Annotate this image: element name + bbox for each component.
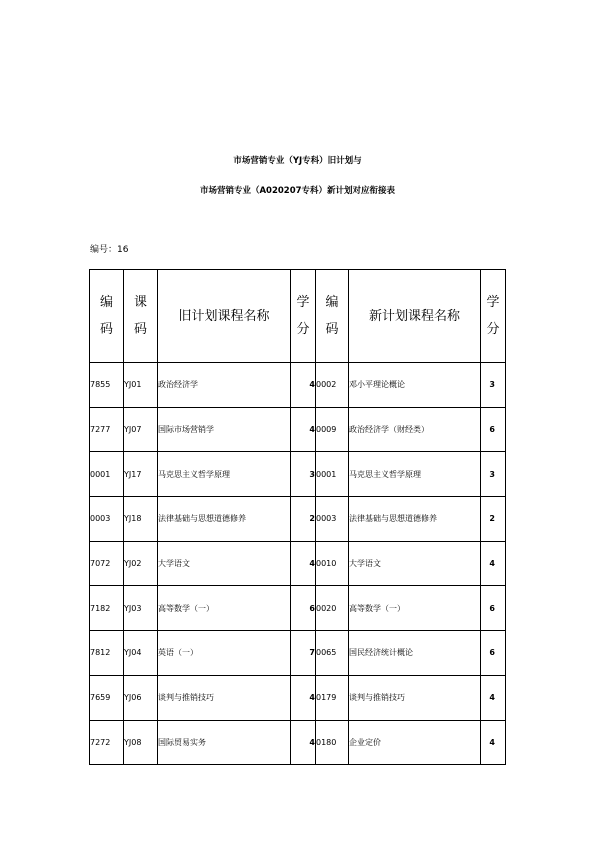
cell-new-name: 国民经济统计概论 xyxy=(349,631,481,676)
table-row xyxy=(90,720,506,765)
cell-old-name: 高等数学（一） xyxy=(158,586,291,631)
cell-course-code: YJ08 xyxy=(124,720,158,765)
course-mapping-table xyxy=(89,269,506,765)
cell-new-name: 马克思主义哲学原理 xyxy=(349,452,481,497)
cell-code: 7272 xyxy=(90,720,124,765)
cell-old-credit: 4 xyxy=(291,675,316,720)
header-old-course-name: 旧计划课程名称 xyxy=(158,270,291,363)
cell-new-credit: 2 xyxy=(481,497,506,542)
cell-old-name: 国际贸易实务 xyxy=(158,720,291,765)
cell-new-credit: 6 xyxy=(481,407,506,452)
cell-course-code: YJ17 xyxy=(124,452,158,497)
cell-new-code: 0065 xyxy=(316,631,349,676)
table-row xyxy=(90,675,506,720)
header-new-course-name: 新计划课程名称 xyxy=(349,270,481,363)
cell-new-credit: 4 xyxy=(481,675,506,720)
cell-old-credit: 4 xyxy=(291,541,316,586)
cell-old-credit: 4 xyxy=(291,407,316,452)
cell-new-code: 0009 xyxy=(316,407,349,452)
cell-new-credit: 4 xyxy=(481,541,506,586)
cell-code: 7812 xyxy=(90,631,124,676)
document-title-line-1: 市场营销专业（YJ专科）旧计划与 xyxy=(233,156,362,166)
cell-new-code: 0002 xyxy=(316,363,349,408)
cell-course-code: YJ04 xyxy=(124,631,158,676)
cell-old-name: 国际市场营销学 xyxy=(158,407,291,452)
table-row xyxy=(90,497,506,542)
table-row xyxy=(90,363,506,408)
cell-new-name: 企业定价 xyxy=(349,720,481,765)
cell-old-name: 大学语文 xyxy=(158,541,291,586)
table-row xyxy=(90,541,506,586)
cell-new-code: 0010 xyxy=(316,541,349,586)
cell-new-name: 高等数学（一） xyxy=(349,586,481,631)
cell-new-name: 谈判与推销技巧 xyxy=(349,675,481,720)
cell-new-code: 0020 xyxy=(316,586,349,631)
cell-new-credit: 6 xyxy=(481,586,506,631)
cell-old-name: 马克思主义哲学原理 xyxy=(158,452,291,497)
cell-new-name: 法律基础与思想道德修养 xyxy=(349,497,481,542)
cell-code: 7659 xyxy=(90,675,124,720)
table-row xyxy=(90,631,506,676)
cell-course-code: YJ06 xyxy=(124,675,158,720)
cell-new-credit: 3 xyxy=(481,452,506,497)
cell-new-name: 大学语文 xyxy=(349,541,481,586)
table-row xyxy=(90,452,506,497)
cell-course-code: YJ01 xyxy=(124,363,158,408)
cell-course-code: YJ02 xyxy=(124,541,158,586)
cell-old-credit: 7 xyxy=(291,631,316,676)
cell-new-credit: 3 xyxy=(481,363,506,408)
cell-old-name: 政治经济学 xyxy=(158,363,291,408)
document-title-line-2: 市场营销专业（A020207专科）新计划对应衔接表 xyxy=(199,186,396,196)
cell-new-code: 0001 xyxy=(316,452,349,497)
cell-old-credit: 4 xyxy=(291,363,316,408)
cell-old-credit: 2 xyxy=(291,497,316,542)
cell-old-name: 谈判与推销技巧 xyxy=(158,675,291,720)
cell-course-code: YJ18 xyxy=(124,497,158,542)
cell-code: 7182 xyxy=(90,586,124,631)
cell-course-code: YJ03 xyxy=(124,586,158,631)
header-new-code: 编 码 xyxy=(316,270,349,363)
cell-new-credit: 6 xyxy=(481,631,506,676)
cell-new-name: 政治经济学（财经类） xyxy=(349,407,481,452)
cell-old-credit: 4 xyxy=(291,720,316,765)
cell-new-code: 0179 xyxy=(316,675,349,720)
cell-new-code: 0003 xyxy=(316,497,349,542)
cell-old-name: 法律基础与思想道德修养 xyxy=(158,497,291,542)
header-course-code: 课 码 xyxy=(124,270,158,363)
cell-old-credit: 3 xyxy=(291,452,316,497)
cell-code: 7855 xyxy=(90,363,124,408)
cell-old-credit: 6 xyxy=(291,586,316,631)
cell-new-name: 邓小平理论概论 xyxy=(349,363,481,408)
cell-new-credit: 4 xyxy=(481,720,506,765)
cell-code: 7072 xyxy=(90,541,124,586)
header-old-credit: 学 分 xyxy=(291,270,316,363)
cell-code: 7277 xyxy=(90,407,124,452)
table-row xyxy=(90,586,506,631)
cell-old-name: 英语（一） xyxy=(158,631,291,676)
cell-new-code: 0180 xyxy=(316,720,349,765)
cell-code: 0001 xyxy=(90,452,124,497)
cell-course-code: YJ07 xyxy=(124,407,158,452)
table-row xyxy=(90,407,506,452)
document-number: 编号：16 xyxy=(90,245,129,255)
cell-code: 0003 xyxy=(90,497,124,542)
table-header-row xyxy=(90,270,506,363)
header-new-credit: 学 分 xyxy=(481,270,506,363)
header-code: 编 码 xyxy=(90,270,124,363)
